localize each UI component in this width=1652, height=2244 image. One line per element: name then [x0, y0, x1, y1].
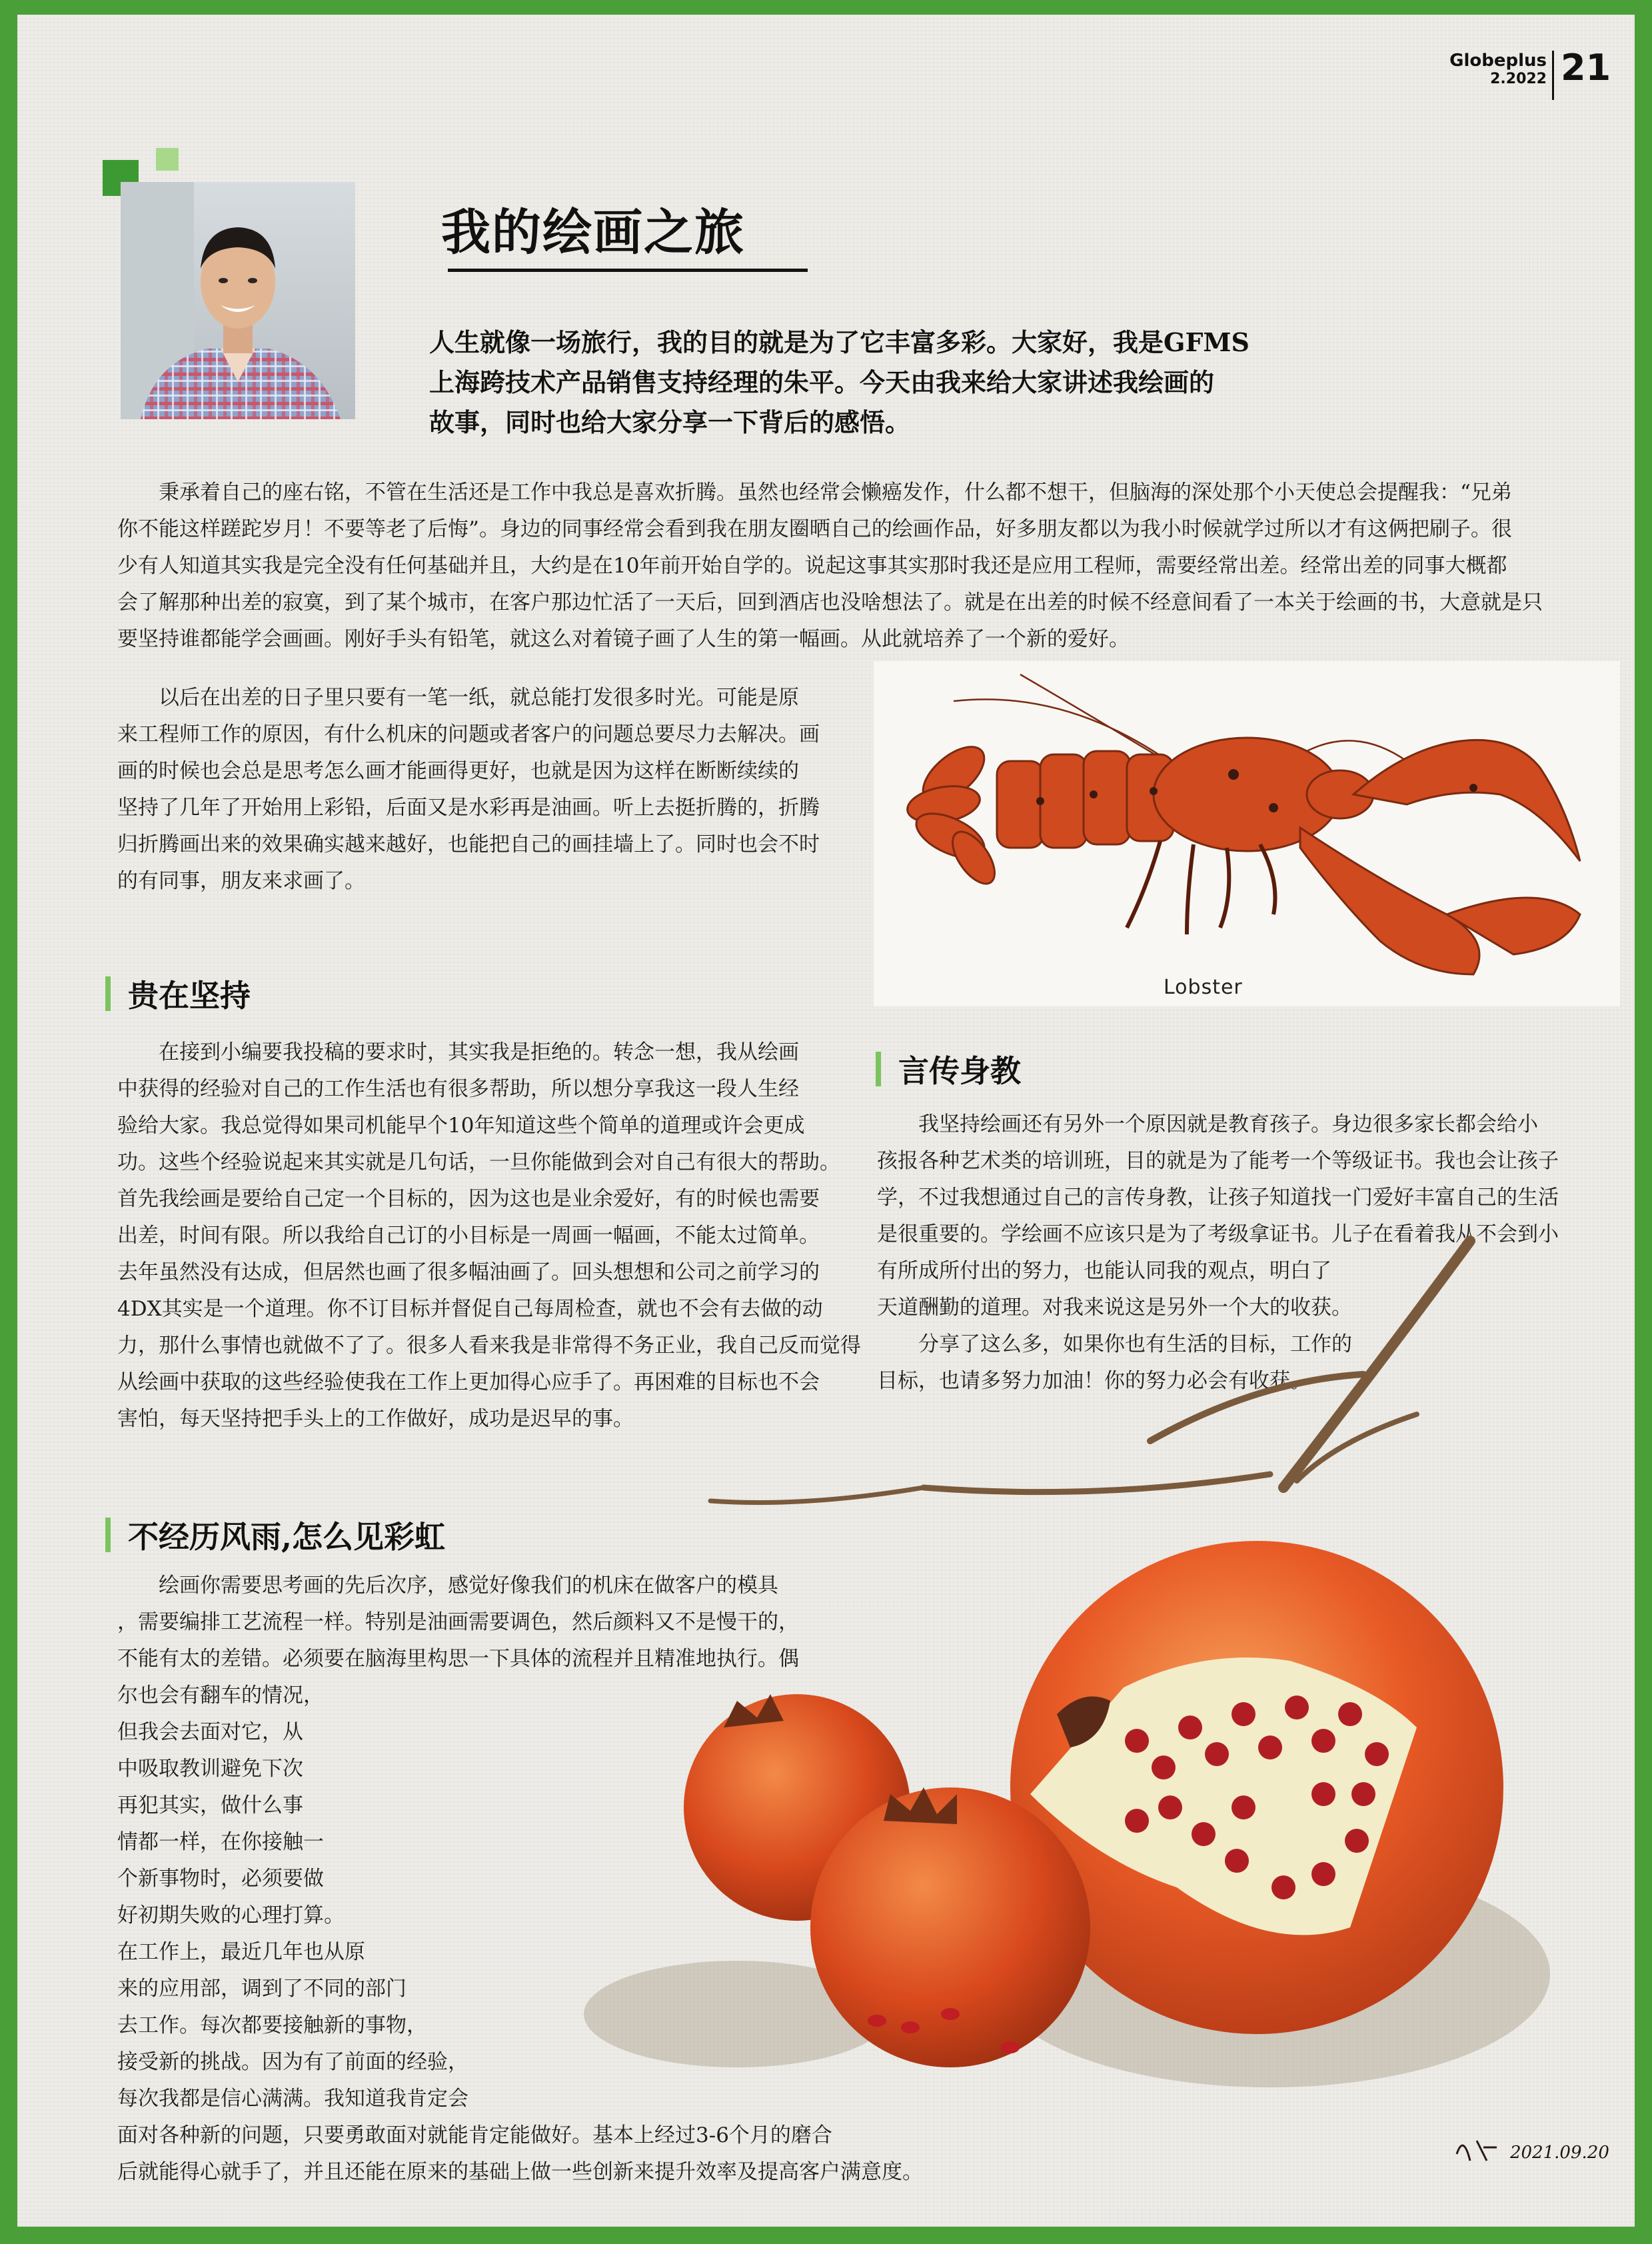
heading-accent-bar — [876, 1052, 881, 1086]
text-line: 来的应用部，调到了不同的部门 — [117, 1977, 407, 2001]
issue-number: 2.2022 — [1490, 71, 1547, 87]
brand-name: Globeplus — [1449, 51, 1547, 71]
text-line: 出差，时间有限。所以我给自己订的小目标是一周画一幅画，不能太过简单。 — [117, 1224, 820, 1248]
text-line: 验给大家。我总觉得如果司机能早个10年知道这些个简单的道理或许会更成 — [117, 1114, 805, 1138]
text-line: 有所成所付出的努力，也能认同我的观点，明白了 — [877, 1259, 1331, 1283]
text-line: 好初期失败的心理打算。 — [117, 1903, 345, 1927]
text-line: 但我会去面对它，从 — [117, 1720, 303, 1744]
heading-text: 不经历风雨,怎么见彩虹 — [128, 1519, 446, 1555]
lobster-label: Lobster — [1164, 976, 1243, 999]
text-line: 尔也会有翻车的情况， — [117, 1683, 324, 1707]
text-line: 去工作。每次都要接触新的事物， — [117, 2013, 427, 2037]
text-line: 中吸取教训避免下次 — [117, 1757, 303, 1781]
text-line: 力，那什么事情也就做不了了。很多人看来我是非常得不务正业，我自己反而觉得 — [117, 1334, 861, 1358]
text-line: 会了解那种出差的寂寞，到了某个城市，在客户那边忙活了一天后，回到酒店也没啥想法了。就是在出差的时候不经意间看了一本关于绘画的书，大意就是只 — [117, 590, 1543, 614]
intro-line: 上海跨技术产品销售支持经理的朱平。今天由我来给大家讲述我绘画的 — [429, 367, 1215, 397]
painting-signature-date: 2021.09.20 — [1510, 2143, 1609, 2163]
header-divider — [1552, 51, 1554, 100]
text-line: 在接到小编要我投稿的要求时，其实我是拒绝的。转念一想，我从绘画 — [159, 1040, 799, 1064]
text-line: 目标，也请多努力加油！你的努力必会有收获。 — [877, 1369, 1311, 1393]
text-line: 绘画你需要思考画的先后次序，感觉好像我们的机床在做客户的模具 — [159, 1574, 778, 1598]
text-line: 后就能得心就手了，并且还能在原来的基础上做一些创新来提升效率及提高客户满意度。 — [117, 2160, 923, 2184]
intro-line: 人生就像一场旅行，我的目的就是为了它丰富多彩。大家好，我是GFMS — [429, 327, 1249, 357]
intro-paragraph — [429, 323, 1282, 443]
page-number: 21 — [1561, 47, 1611, 89]
text-line: 学，不过我想通过自己的言传身教，让孩子知道找一门爱好丰富自己的生活 — [877, 1186, 1559, 1210]
paragraph-challenges — [117, 1568, 984, 2191]
text-line: 来工程师工作的原因，有什么机床的问题或者客户的问题总要尽力去解决。画 — [117, 722, 820, 746]
text-line: 害怕，每天坚持把手头上的工作做好，成功是迟早的事。 — [117, 1407, 634, 1431]
text-line: 坚持了几年了开始用上彩铅，后面又是水彩再是油画。听上去挺折腾的，折腾 — [117, 796, 820, 820]
text-line: 再犯其实，做什么事 — [117, 1793, 303, 1817]
text-line: 个新事物时，必须要做 — [117, 1867, 324, 1891]
title-underline — [448, 269, 808, 272]
text-line: 从绘画中获取的这些经验使我在工作上更加得心应手了。再困难的目标也不会 — [117, 1370, 820, 1394]
text-line: 每次我都是信心满满。我知道我肯定会 — [117, 2087, 468, 2111]
intro-line: 故事，同时也给大家分享一下背后的感悟。 — [429, 407, 911, 437]
text-line: ，需要编排工艺流程一样。特别是油画需要调色，然后颜料又不是慢干的， — [117, 1610, 799, 1634]
decor-square-small — [156, 148, 179, 171]
text-line: 我坚持绘画还有另外一个原因就是教育孩子。身边很多家长都会给小 — [918, 1112, 1538, 1136]
text-line: 面对各种新的问题，只要勇敢面对就能肯定能做好。基本上经过3-6个月的磨合 — [117, 2123, 832, 2147]
text-line: 接受新的挑战。因为有了前面的经验， — [117, 2050, 468, 2074]
article-title: 我的绘画之旅 — [441, 204, 745, 261]
section-heading-persistence — [105, 972, 251, 1016]
lobster-painting — [874, 661, 1620, 1006]
text-line: 的有同事，朋友来求画了。 — [117, 869, 365, 893]
magazine-page — [17, 15, 1635, 2227]
text-line: 中获得的经验对自己的工作生活也有很多帮助，所以想分享我这一段人生经 — [117, 1077, 799, 1101]
paragraph-travel — [117, 680, 850, 900]
issue-info — [1430, 51, 1547, 88]
heading-accent-bar — [105, 1518, 111, 1552]
text-line: 要坚持谁都能学会画画。刚好手头有铅笔，就这么对着镜子画了人生的第一幅画。从此就培养了一个新的爱好。 — [117, 627, 1130, 651]
section-heading-teaching — [876, 1047, 1021, 1091]
text-line: 画的时候也会总是思考怎么画才能画得更好，也就是因为这样在断断续续的 — [117, 759, 799, 783]
heading-text: 言传身教 — [898, 1053, 1021, 1089]
text-line: 天道酬勤的道理。对我来说这是另外一个大的收获。 — [877, 1296, 1352, 1320]
author-photo — [121, 182, 355, 419]
text-line: 去年虽然没有达成，但居然也画了很多幅油画了。回头想想和公司之前学习的 — [117, 1260, 820, 1284]
text-line: 归折腾画出来的效果确实越来越好，也能把自己的画挂墙上了。同时也会不时 — [117, 832, 820, 856]
text-line: 你不能这样蹉跎岁月！不要等老了后悔”。身边的同事经常会看到我在朋友圈晒自己的绘画作品，好多朋友都以为我小时候就学过所以才有这俩把刷子。很 — [117, 517, 1512, 541]
text-line: 以后在出差的日子里只要有一笔一纸，就总能打发很多时光。可能是原 — [159, 686, 799, 710]
text-line: 不能有太的差错。必须要在脑海里构思一下具体的流程并且精准地执行。偶 — [117, 1647, 799, 1671]
text-line: 少有人知道其实我是完全没有任何基础并且，大约是在10年前开始自学的。说起这事其实那时我还是应用工程师，需要经常出差。经常出差的同事大概都 — [117, 554, 1507, 578]
text-line: 是很重要的。学绘画不应该只是为了考级拿证书。儿子在看着我从不会到小 — [877, 1222, 1559, 1246]
text-line: 秉承着自己的座右铭，不管在生活还是工作中我总是喜欢折腾。虽然也经常会懒癌发作，什么都不想干，但脑海的深处那个小天使总会提醒我：“兄弟 — [159, 481, 1512, 505]
text-line: 首先我绘画是要给自己定一个目标的，因为这也是业余爱好，有的时候也需要 — [117, 1187, 820, 1211]
heading-text: 贵在坚持 — [128, 978, 251, 1014]
text-line: 情都一样，在你接触一 — [117, 1830, 324, 1854]
text-line: 4DX其实是一个道理。你不订目标并督促自己每周检查，就也不会有去做的动 — [117, 1297, 823, 1321]
heading-accent-bar — [105, 976, 111, 1011]
text-line: 分享了这么多，如果你也有生活的目标，工作的 — [918, 1332, 1352, 1356]
text-line: 在工作上，最近几年也从原 — [117, 1940, 365, 1964]
text-line: 孩报各种艺术类的培训班，目的就是为了能考一个等级证书。我也会让孩子 — [877, 1149, 1559, 1173]
section-heading-challenges — [105, 1513, 445, 1557]
paragraph-intro-story — [117, 475, 1570, 658]
text-line: 功。这些个经验说起来其实就是几句话，一旦你能做到会对自己有很大的帮助。 — [117, 1150, 840, 1174]
